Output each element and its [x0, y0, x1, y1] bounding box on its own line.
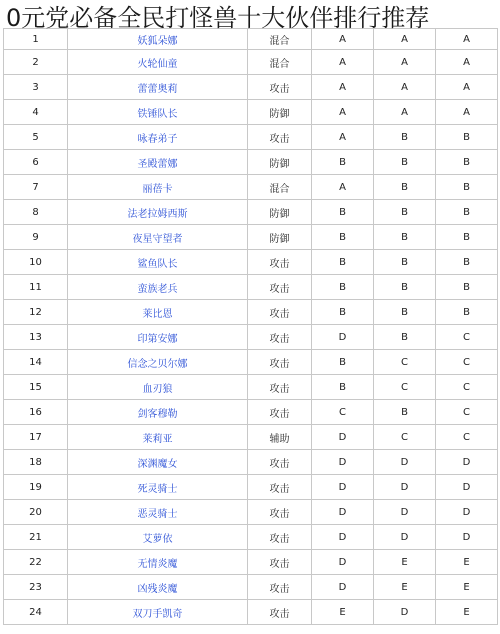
role-cell: 攻击: [248, 325, 312, 350]
grade-a-cell: A: [312, 100, 374, 125]
grade-c-cell: D: [436, 475, 498, 500]
grade-c-cell: C: [436, 425, 498, 450]
grade-c-cell: C: [436, 350, 498, 375]
role-cell: 攻击: [248, 275, 312, 300]
table-row: [4, 50, 498, 75]
rank-cell: 5: [4, 125, 68, 150]
rank-cell: 22: [4, 550, 68, 575]
grade-a-cell: D: [312, 525, 374, 550]
partner-name-cell: 丽蓓卡: [68, 175, 248, 200]
grade-b-cell: A: [374, 29, 436, 50]
grade-a-cell: B: [312, 250, 374, 275]
partner-name-cell: 死灵骑士: [68, 475, 248, 500]
partner-name-cell: 火轮仙童: [68, 50, 248, 75]
table-row: [4, 450, 498, 475]
partner-name-cell: 夜星守望者: [68, 225, 248, 250]
table-row: [4, 575, 498, 600]
page-title: 0元党必备全民打怪兽十大伙伴排行推荐: [6, 4, 430, 32]
grade-c-cell: B: [436, 225, 498, 250]
grade-b-cell: C: [374, 350, 436, 375]
role-cell: 攻击: [248, 400, 312, 425]
grade-c-cell: D: [436, 525, 498, 550]
table-row: [4, 200, 498, 225]
grade-a-cell: D: [312, 575, 374, 600]
grade-c-cell: B: [436, 275, 498, 300]
partner-name-cell: 圣殿蕾娜: [68, 150, 248, 175]
rank-cell: 1: [4, 29, 68, 50]
grade-b-cell: C: [374, 375, 436, 400]
grade-b-cell: E: [374, 550, 436, 575]
ranking-table-container: [3, 28, 497, 625]
grade-a-cell: B: [312, 300, 374, 325]
grade-c-cell: C: [436, 375, 498, 400]
rank-cell: 18: [4, 450, 68, 475]
role-cell: 防御: [248, 150, 312, 175]
grade-b-cell: C: [374, 425, 436, 450]
table-row: [4, 275, 498, 300]
grade-a-cell: B: [312, 275, 374, 300]
table-row: [4, 325, 498, 350]
grade-a-cell: D: [312, 550, 374, 575]
grade-b-cell: D: [374, 525, 436, 550]
table-row: [4, 550, 498, 575]
partner-name-cell: 剑客穆勒: [68, 400, 248, 425]
grade-c-cell: B: [436, 175, 498, 200]
grade-a-cell: A: [312, 125, 374, 150]
grade-a-cell: A: [312, 175, 374, 200]
partner-name-cell: 咏春弟子: [68, 125, 248, 150]
partner-name-cell: 艾萝依: [68, 525, 248, 550]
grade-a-cell: C: [312, 400, 374, 425]
role-cell: 攻击: [248, 450, 312, 475]
table-row: [4, 125, 498, 150]
table-row: [4, 475, 498, 500]
role-cell: 攻击: [248, 125, 312, 150]
table-row: [4, 350, 498, 375]
grade-c-cell: B: [436, 300, 498, 325]
table-row: [4, 425, 498, 450]
grade-a-cell: A: [312, 50, 374, 75]
grade-b-cell: B: [374, 150, 436, 175]
rank-cell: 24: [4, 600, 68, 625]
partner-name-cell: 莱比恩: [68, 300, 248, 325]
grade-a-cell: A: [312, 29, 374, 50]
grade-c-cell: D: [436, 500, 498, 525]
rank-cell: 10: [4, 250, 68, 275]
grade-b-cell: B: [374, 250, 436, 275]
role-cell: 防御: [248, 100, 312, 125]
role-cell: 攻击: [248, 575, 312, 600]
role-cell: 攻击: [248, 550, 312, 575]
rank-cell: 2: [4, 50, 68, 75]
grade-c-cell: C: [436, 325, 498, 350]
grade-b-cell: B: [374, 200, 436, 225]
grade-c-cell: D: [436, 450, 498, 475]
grade-c-cell: B: [436, 250, 498, 275]
role-cell: 攻击: [248, 75, 312, 100]
role-cell: 攻击: [248, 300, 312, 325]
grade-a-cell: B: [312, 200, 374, 225]
grade-b-cell: D: [374, 450, 436, 475]
grade-c-cell: A: [436, 50, 498, 75]
grade-a-cell: D: [312, 500, 374, 525]
grade-b-cell: A: [374, 100, 436, 125]
role-cell: 防御: [248, 200, 312, 225]
table-row: [4, 300, 498, 325]
role-cell: 攻击: [248, 250, 312, 275]
partner-name-cell: 深渊魔女: [68, 450, 248, 475]
grade-a-cell: D: [312, 450, 374, 475]
rank-cell: 9: [4, 225, 68, 250]
rank-cell: 7: [4, 175, 68, 200]
partner-name-cell: 铁锤队长: [68, 100, 248, 125]
grade-b-cell: B: [374, 325, 436, 350]
rank-cell: 8: [4, 200, 68, 225]
rank-cell: 3: [4, 75, 68, 100]
grade-c-cell: E: [436, 600, 498, 625]
ranking-table: [3, 28, 498, 625]
grade-a-cell: E: [312, 600, 374, 625]
grade-b-cell: B: [374, 300, 436, 325]
role-cell: 攻击: [248, 350, 312, 375]
grade-b-cell: D: [374, 500, 436, 525]
rank-cell: 11: [4, 275, 68, 300]
table-row: [4, 75, 498, 100]
grade-a-cell: B: [312, 350, 374, 375]
role-cell: 混合: [248, 175, 312, 200]
grade-a-cell: D: [312, 325, 374, 350]
partner-name-cell: 印第安娜: [68, 325, 248, 350]
role-cell: 攻击: [248, 525, 312, 550]
table-row: [4, 150, 498, 175]
grade-b-cell: B: [374, 175, 436, 200]
grade-b-cell: D: [374, 475, 436, 500]
grade-c-cell: A: [436, 29, 498, 50]
table-row: [4, 225, 498, 250]
role-cell: 辅助: [248, 425, 312, 450]
grade-a-cell: B: [312, 150, 374, 175]
partner-name-cell: 恶灵骑士: [68, 500, 248, 525]
table-row: [4, 175, 498, 200]
partner-name-cell: 蛮族老兵: [68, 275, 248, 300]
table-row: [4, 600, 498, 625]
table-row: [4, 500, 498, 525]
grade-c-cell: B: [436, 200, 498, 225]
partner-name-cell: 鲨鱼队长: [68, 250, 248, 275]
grade-a-cell: B: [312, 225, 374, 250]
rank-cell: 13: [4, 325, 68, 350]
grade-b-cell: B: [374, 400, 436, 425]
role-cell: 攻击: [248, 475, 312, 500]
grade-c-cell: E: [436, 550, 498, 575]
role-cell: 混合: [248, 50, 312, 75]
role-cell: 攻击: [248, 500, 312, 525]
table-row: [4, 100, 498, 125]
partner-name-cell: 血刃狼: [68, 375, 248, 400]
role-cell: 攻击: [248, 375, 312, 400]
grade-c-cell: A: [436, 75, 498, 100]
grade-c-cell: E: [436, 575, 498, 600]
rank-cell: 4: [4, 100, 68, 125]
grade-a-cell: B: [312, 375, 374, 400]
grade-b-cell: B: [374, 275, 436, 300]
grade-b-cell: E: [374, 575, 436, 600]
rank-cell: 14: [4, 350, 68, 375]
partner-name-cell: 蕾蕾奥莉: [68, 75, 248, 100]
partner-name-cell: 无情炎魔: [68, 550, 248, 575]
partner-name-cell: 凶残炎魔: [68, 575, 248, 600]
grade-c-cell: B: [436, 150, 498, 175]
grade-a-cell: D: [312, 425, 374, 450]
grade-a-cell: D: [312, 475, 374, 500]
role-cell: 防御: [248, 225, 312, 250]
grade-c-cell: B: [436, 125, 498, 150]
role-cell: 攻击: [248, 600, 312, 625]
grade-b-cell: D: [374, 600, 436, 625]
grade-a-cell: A: [312, 75, 374, 100]
table-row: [4, 250, 498, 275]
grade-b-cell: B: [374, 225, 436, 250]
partner-name-cell: 法老拉姆西斯: [68, 200, 248, 225]
table-row: [4, 400, 498, 425]
grade-b-cell: A: [374, 50, 436, 75]
partner-name-cell: 双刀手凯奇: [68, 600, 248, 625]
grade-c-cell: A: [436, 100, 498, 125]
rank-cell: 19: [4, 475, 68, 500]
table-row: [4, 375, 498, 400]
table-row: [4, 525, 498, 550]
grade-b-cell: A: [374, 75, 436, 100]
partner-name-cell: 信念之贝尔娜: [68, 350, 248, 375]
role-cell: 混合: [248, 29, 312, 50]
partner-name-cell: 妖狐朵娜: [68, 29, 248, 50]
rank-cell: 21: [4, 525, 68, 550]
partner-name-cell: 莱莉亚: [68, 425, 248, 450]
rank-cell: 20: [4, 500, 68, 525]
rank-cell: 6: [4, 150, 68, 175]
grade-b-cell: B: [374, 125, 436, 150]
rank-cell: 17: [4, 425, 68, 450]
grade-c-cell: C: [436, 400, 498, 425]
rank-cell: 15: [4, 375, 68, 400]
rank-cell: 16: [4, 400, 68, 425]
rank-cell: 23: [4, 575, 68, 600]
rank-cell: 12: [4, 300, 68, 325]
